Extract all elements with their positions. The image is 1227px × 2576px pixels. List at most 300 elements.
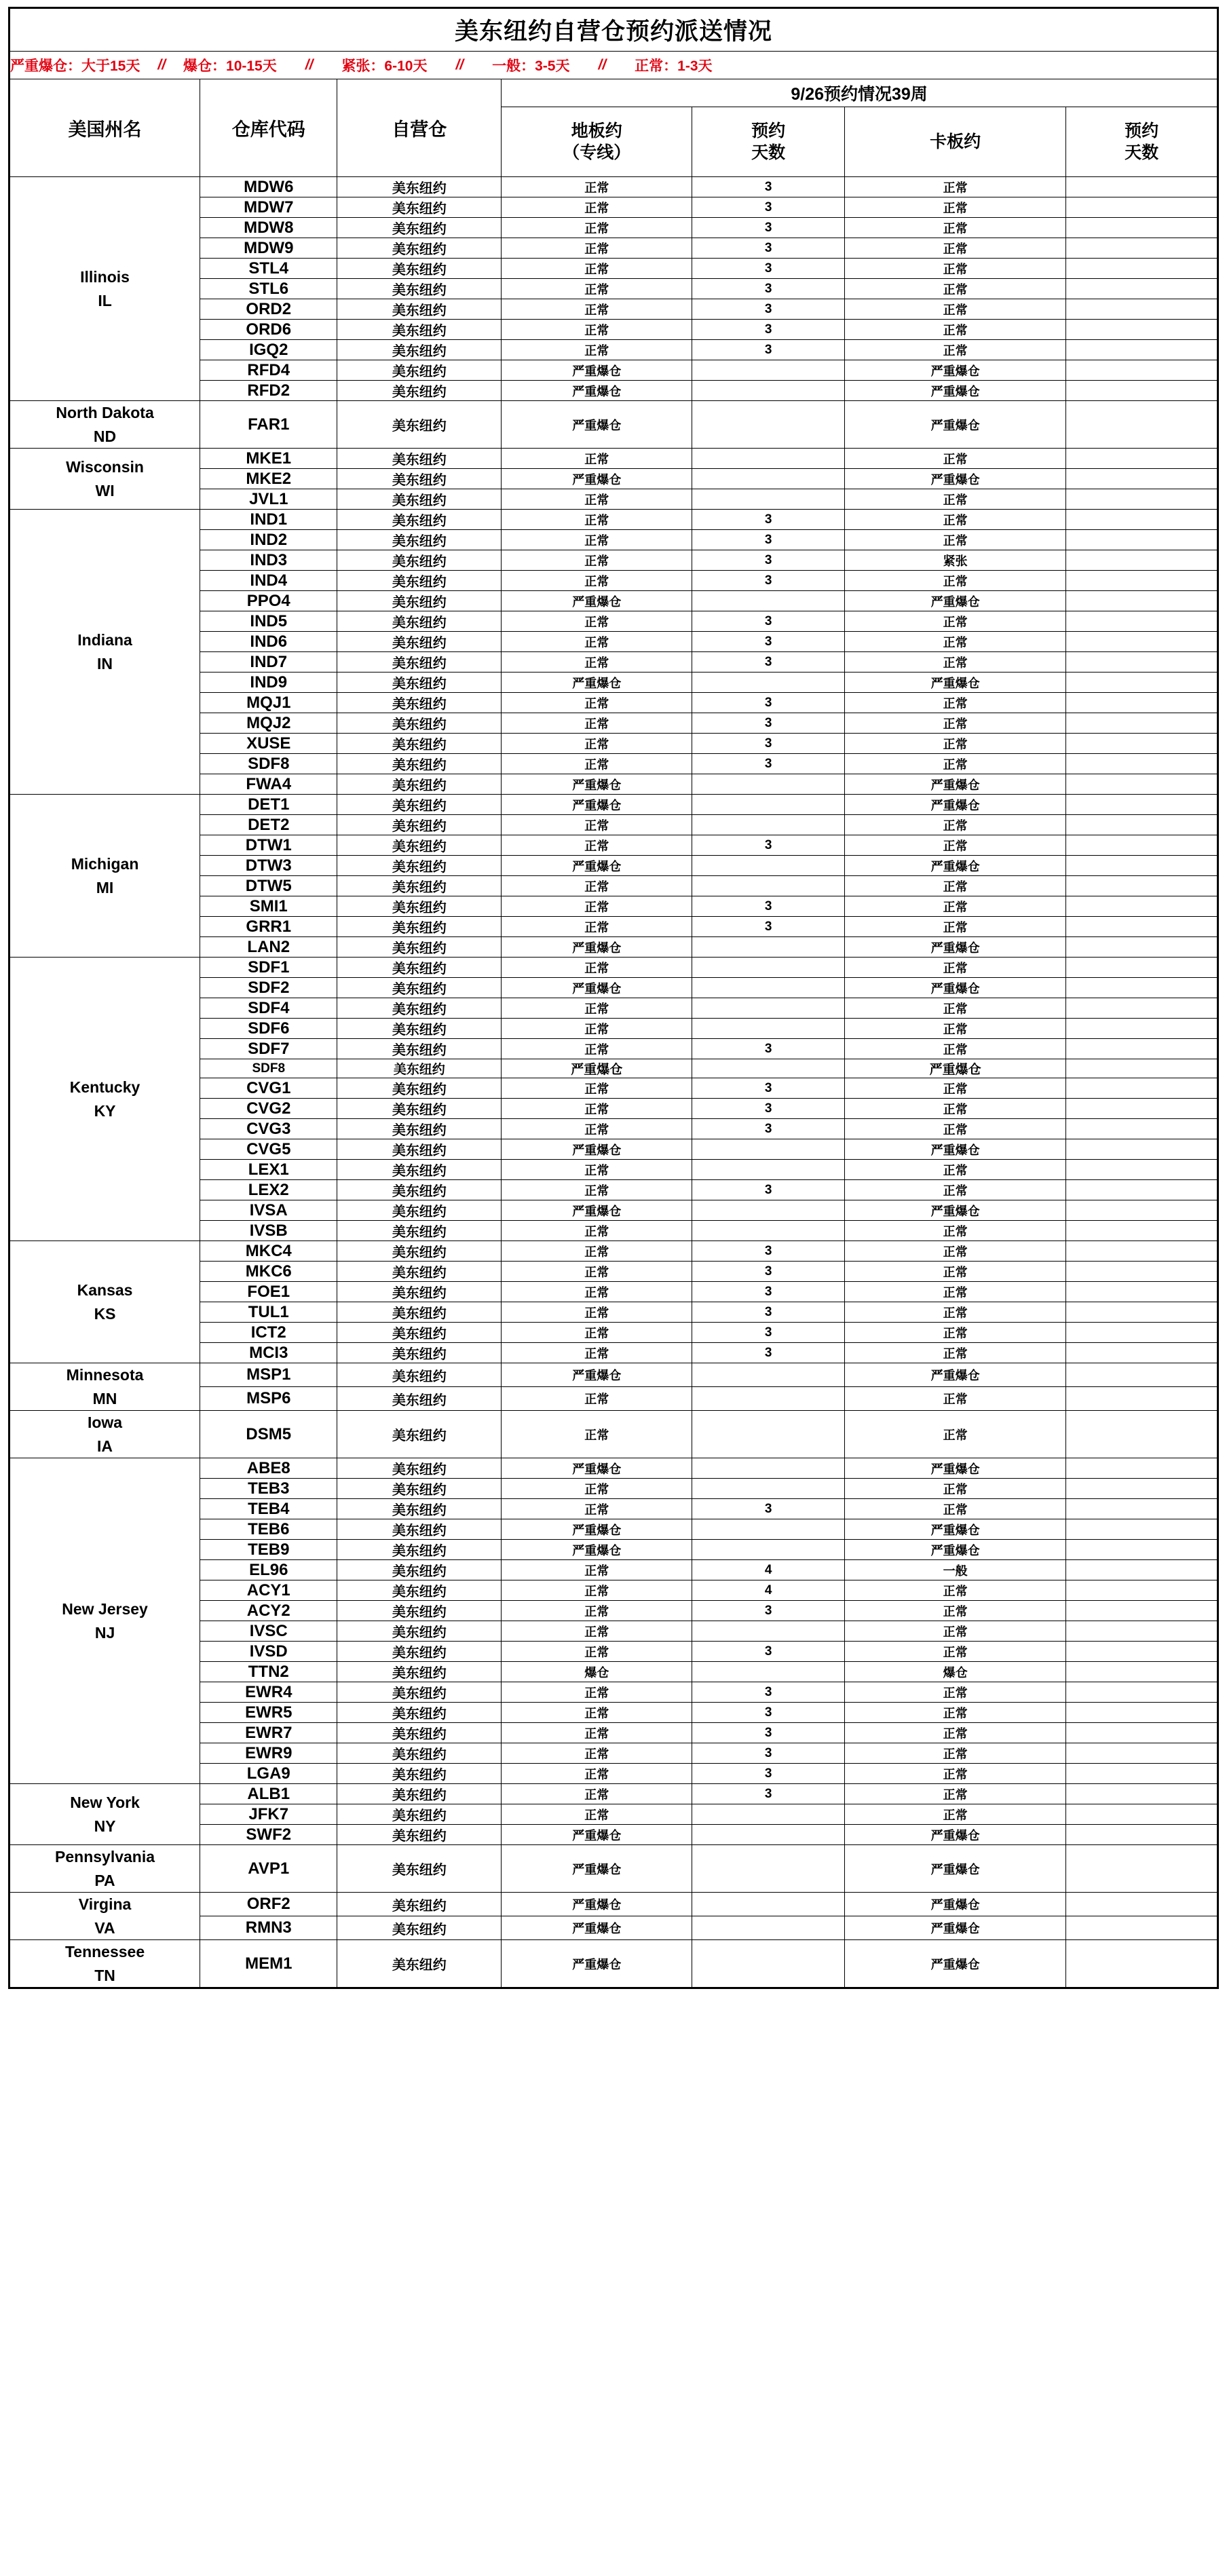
state-abbr: MI: [96, 878, 114, 896]
state-name: Kentucky: [69, 1078, 140, 1096]
floor-booking-days-cell: 3: [692, 571, 845, 591]
floor-booking-days-cell: [692, 1916, 845, 1940]
pallet-booking-days-cell: [1066, 1323, 1218, 1343]
floor-booking-status-cell: 严重爆仓: [502, 1940, 692, 1988]
pallet-booking-days-cell: [1066, 1241, 1218, 1262]
floor-booking-status-cell: 正常: [502, 917, 692, 937]
floor-booking-days-cell: [692, 815, 845, 835]
floor-booking-status-cell: 正常: [502, 571, 692, 591]
pallet-booking-status-cell: 正常: [845, 713, 1066, 734]
warehouse-name-cell: 美东纽约: [337, 1099, 502, 1119]
floor-booking-days-cell: 3: [692, 1282, 845, 1302]
floor-booking-status-cell: 正常: [502, 1682, 692, 1703]
legend-separator-0: //: [157, 57, 166, 73]
floor-booking-status-cell: 正常: [502, 1160, 692, 1180]
state-name: Indiana: [77, 631, 132, 649]
warehouse-code-cell: ALB1: [200, 1784, 337, 1804]
state-abbr: NY: [94, 1817, 116, 1835]
warehouse-name-cell: 美东纽约: [337, 1479, 502, 1499]
floor-booking-status-cell: 正常: [502, 279, 692, 299]
warehouse-name-cell: 美东纽约: [337, 1601, 502, 1621]
floor-booking-days-cell: [692, 1458, 845, 1479]
pallet-booking-status-cell: 正常: [845, 320, 1066, 340]
floor-booking-days-cell: 3: [692, 1499, 845, 1519]
warehouse-code-cell: TEB4: [200, 1499, 337, 1519]
warehouse-code-cell: MDW9: [200, 238, 337, 259]
pallet-booking-days-cell: [1066, 1499, 1218, 1519]
floor-booking-days-cell: 3: [692, 652, 845, 673]
warehouse-code-cell: IND7: [200, 652, 337, 673]
pallet-booking-days-cell: [1066, 1642, 1218, 1662]
warehouse-code-cell: CVG5: [200, 1139, 337, 1160]
floor-booking-days-cell: [692, 1845, 845, 1893]
legend-separator-2: //: [455, 57, 464, 73]
pallet-booking-days-cell: [1066, 381, 1218, 401]
pallet-booking-status-cell: 正常: [845, 652, 1066, 673]
pallet-booking-status-cell: 正常: [845, 218, 1066, 238]
floor-booking-status-cell: 正常: [502, 998, 692, 1019]
warehouse-name-cell: 美东纽约: [337, 693, 502, 713]
table-row: [10, 1363, 1218, 1387]
state-abbr: WI: [95, 481, 115, 499]
pallet-booking-status-cell: 正常: [845, 1743, 1066, 1764]
pallet-booking-status-cell: 严重爆仓: [845, 856, 1066, 876]
header-pallet-days-line2: 天数: [1125, 143, 1159, 162]
pallet-booking-days-cell: [1066, 1160, 1218, 1180]
warehouse-code-cell: MKC6: [200, 1262, 337, 1282]
warehouse-name-cell: 美东纽约: [337, 754, 502, 774]
warehouse-code-cell: PPO4: [200, 591, 337, 611]
pallet-booking-status-cell: 正常: [845, 1703, 1066, 1723]
floor-booking-status-cell: 正常: [502, 1601, 692, 1621]
pallet-booking-status-cell: 严重爆仓: [845, 774, 1066, 795]
floor-booking-days-cell: 3: [692, 835, 845, 856]
warehouse-name-cell: 美东纽约: [337, 632, 502, 652]
floor-booking-days-cell: 3: [692, 218, 845, 238]
floor-booking-status-cell: 正常: [502, 835, 692, 856]
pallet-booking-status-cell: 正常: [845, 1302, 1066, 1323]
pallet-booking-status-cell: 正常: [845, 510, 1066, 530]
pallet-booking-status-cell: 正常: [845, 917, 1066, 937]
pallet-booking-days-cell: [1066, 713, 1218, 734]
pallet-booking-days-cell: [1066, 591, 1218, 611]
pallet-booking-days-cell: [1066, 1139, 1218, 1160]
pallet-booking-days-cell: [1066, 1560, 1218, 1580]
floor-booking-status-cell: 严重爆仓: [502, 673, 692, 693]
warehouse-name-cell: 美东纽约: [337, 238, 502, 259]
pallet-booking-days-cell: [1066, 1804, 1218, 1825]
pallet-booking-status-cell: 正常: [845, 1180, 1066, 1200]
warehouse-code-cell: DTW3: [200, 856, 337, 876]
pallet-booking-days-cell: [1066, 754, 1218, 774]
pallet-booking-status-cell: 正常: [845, 1642, 1066, 1662]
state-name: Illinois: [80, 268, 130, 286]
warehouse-code-cell: SDF1: [200, 958, 337, 978]
pallet-booking-days-cell: [1066, 815, 1218, 835]
pallet-booking-days-cell: [1066, 1221, 1218, 1241]
warehouse-name-cell: 美东纽约: [337, 340, 502, 360]
legend-separator-3: //: [598, 57, 607, 73]
pallet-booking-days-cell: [1066, 1387, 1218, 1411]
floor-booking-status-cell: 严重爆仓: [502, 978, 692, 998]
warehouse-code-cell: SWF2: [200, 1825, 337, 1845]
pallet-booking-status-cell: 正常: [845, 1323, 1066, 1343]
warehouse-name-cell: 美东纽约: [337, 1845, 502, 1893]
state-name: Minnesota: [66, 1366, 144, 1384]
floor-booking-status-cell: 正常: [502, 734, 692, 754]
state-abbr: NJ: [94, 1623, 115, 1642]
floor-booking-status-cell: 正常: [502, 1019, 692, 1039]
floor-booking-days-cell: 3: [692, 1262, 845, 1282]
floor-booking-status-cell: 正常: [502, 1221, 692, 1241]
state-name: Michigan: [71, 855, 139, 873]
pallet-booking-status-cell: 正常: [845, 835, 1066, 856]
pallet-booking-days-cell: [1066, 1099, 1218, 1119]
floor-booking-status-cell: 严重爆仓: [502, 1458, 692, 1479]
floor-booking-status-cell: 正常: [502, 1180, 692, 1200]
header-pallet-days-line1: 预约: [1125, 121, 1159, 140]
pallet-booking-status-cell: 严重爆仓: [845, 1363, 1066, 1387]
floor-booking-status-cell: 正常: [502, 713, 692, 734]
warehouse-name-cell: 美东纽约: [337, 876, 502, 896]
pallet-booking-days-cell: [1066, 449, 1218, 469]
pallet-booking-status-cell: 严重爆仓: [845, 1519, 1066, 1540]
floor-booking-days-cell: 3: [692, 693, 845, 713]
pallet-booking-status-cell: 正常: [845, 1119, 1066, 1139]
warehouse-code-cell: EWR7: [200, 1723, 337, 1743]
floor-booking-days-cell: [692, 1804, 845, 1825]
pallet-booking-days-cell: [1066, 238, 1218, 259]
warehouse-code-cell: CVG1: [200, 1078, 337, 1099]
floor-booking-days-cell: 3: [692, 1743, 845, 1764]
warehouse-name-cell: 美东纽约: [337, 734, 502, 754]
warehouse-code-cell: MQJ1: [200, 693, 337, 713]
floor-booking-days-cell: 3: [692, 1323, 845, 1343]
pallet-booking-status-cell: 正常: [845, 1411, 1066, 1458]
floor-booking-status-cell: 正常: [502, 340, 692, 360]
pallet-booking-status-cell: 一般: [845, 1560, 1066, 1580]
warehouse-name-cell: 美东纽约: [337, 1160, 502, 1180]
floor-booking-status-cell: 严重爆仓: [502, 1519, 692, 1540]
pallet-booking-days-cell: [1066, 218, 1218, 238]
warehouse-name-cell: 美东纽约: [337, 958, 502, 978]
floor-booking-status-cell: 正常: [502, 1723, 692, 1743]
warehouse-code-cell: DSM5: [200, 1411, 337, 1458]
state-abbr: KY: [94, 1101, 116, 1120]
floor-booking-days-cell: [692, 1059, 845, 1078]
pallet-booking-days-cell: [1066, 299, 1218, 320]
pallet-booking-status-cell: 正常: [845, 1282, 1066, 1302]
pallet-booking-status-cell: 正常: [845, 571, 1066, 591]
pallet-booking-status-cell: 正常: [845, 1479, 1066, 1499]
floor-booking-days-cell: 3: [692, 259, 845, 279]
pallet-booking-status-cell: 正常: [845, 1343, 1066, 1363]
warehouse-name-cell: 美东纽约: [337, 469, 502, 489]
warehouse-code-cell: IVSB: [200, 1221, 337, 1241]
warehouse-name-cell: 美东纽约: [337, 1019, 502, 1039]
floor-booking-status-cell: 正常: [502, 1262, 692, 1282]
warehouse-code-cell: EL96: [200, 1560, 337, 1580]
floor-booking-days-cell: [692, 998, 845, 1019]
warehouse-name-cell: 美东纽约: [337, 1682, 502, 1703]
pallet-booking-status-cell: 正常: [845, 876, 1066, 896]
warehouse-name-cell: 美东纽约: [337, 1221, 502, 1241]
state-cell: [10, 177, 200, 401]
state-cell: [10, 1458, 200, 1784]
floor-booking-days-cell: 3: [692, 632, 845, 652]
pallet-booking-days-cell: [1066, 550, 1218, 571]
pallet-booking-status-cell: 正常: [845, 632, 1066, 652]
warehouse-name-cell: 美东纽约: [337, 299, 502, 320]
floor-booking-status-cell: 正常: [502, 530, 692, 550]
floor-booking-status-cell: 正常: [502, 177, 692, 197]
warehouse-code-cell: SDF8: [200, 754, 337, 774]
warehouse-name-cell: 美东纽约: [337, 1703, 502, 1723]
floor-booking-status-cell: 严重爆仓: [502, 1200, 692, 1221]
pallet-booking-status-cell: 正常: [845, 238, 1066, 259]
warehouse-name-cell: 美东纽约: [337, 1540, 502, 1560]
pallet-booking-status-cell: 严重爆仓: [845, 1059, 1066, 1078]
warehouse-code-cell: LEX1: [200, 1160, 337, 1180]
pallet-booking-status-cell: 正常: [845, 1039, 1066, 1059]
warehouse-code-cell: MKE2: [200, 469, 337, 489]
state-name: North Dakota: [56, 404, 154, 421]
pallet-booking-status-cell: 严重爆仓: [845, 1845, 1066, 1893]
floor-booking-days-cell: [692, 1662, 845, 1682]
floor-booking-status-cell: 正常: [502, 1764, 692, 1784]
floor-booking-status-cell: 严重爆仓: [502, 774, 692, 795]
floor-booking-days-cell: 4: [692, 1580, 845, 1601]
floor-booking-status-cell: 正常: [502, 1323, 692, 1343]
pallet-booking-days-cell: [1066, 652, 1218, 673]
table-body: [10, 177, 1218, 1988]
floor-booking-status-cell: 严重爆仓: [502, 360, 692, 381]
pallet-booking-status-cell: 严重爆仓: [845, 1940, 1066, 1988]
warehouse-name-cell: 美东纽约: [337, 1499, 502, 1519]
floor-booking-status-cell: 正常: [502, 1039, 692, 1059]
warehouse-name-cell: 美东纽约: [337, 1916, 502, 1940]
warehouse-name-cell: 美东纽约: [337, 713, 502, 734]
pallet-booking-days-cell: [1066, 1703, 1218, 1723]
header-row-1: [10, 79, 1218, 107]
warehouse-code-cell: MSP1: [200, 1363, 337, 1387]
warehouse-name-cell: 美东纽约: [337, 1078, 502, 1099]
warehouse-name-cell: 美东纽约: [337, 998, 502, 1019]
pallet-booking-days-cell: [1066, 958, 1218, 978]
header-floor-days-line2: 天数: [751, 143, 786, 162]
pallet-booking-status-cell: 正常: [845, 197, 1066, 218]
warehouse-code-cell: JVL1: [200, 489, 337, 510]
floor-booking-days-cell: [692, 1479, 845, 1499]
warehouse-name-cell: 美东纽约: [337, 530, 502, 550]
floor-booking-days-cell: 3: [692, 1601, 845, 1621]
state-cell: [10, 1784, 200, 1845]
legend-item-0: 严重爆仓：大于15天: [10, 58, 140, 74]
floor-booking-days-cell: 3: [692, 917, 845, 937]
floor-booking-days-cell: 3: [692, 238, 845, 259]
warehouse-code-cell: SDF8: [200, 1059, 337, 1078]
pallet-booking-days-cell: [1066, 571, 1218, 591]
table-row: [10, 1411, 1218, 1458]
pallet-booking-status-cell: 正常: [845, 1099, 1066, 1119]
floor-booking-days-cell: 3: [692, 1039, 845, 1059]
warehouse-code-cell: SDF2: [200, 978, 337, 998]
pallet-booking-days-cell: [1066, 1764, 1218, 1784]
state-cell: [10, 795, 200, 958]
floor-booking-status-cell: 严重爆仓: [502, 1893, 692, 1916]
floor-booking-status-cell: 正常: [502, 1387, 692, 1411]
title-row: [10, 8, 1218, 52]
legend-item-2: 紧张：6-10天: [341, 58, 428, 74]
warehouse-code-cell: FWA4: [200, 774, 337, 795]
state-abbr: MN: [92, 1389, 117, 1407]
state-name: New York: [70, 1794, 140, 1811]
warehouse-name-cell: 美东纽约: [337, 774, 502, 795]
floor-booking-days-cell: 3: [692, 1642, 845, 1662]
floor-booking-status-cell: 正常: [502, 449, 692, 469]
legend-item-1: 爆仓：10-15天: [183, 58, 277, 74]
floor-booking-days-cell: [692, 1825, 845, 1845]
floor-booking-status-cell: 正常: [502, 1479, 692, 1499]
pallet-booking-status-cell: 正常: [845, 611, 1066, 632]
warehouse-code-cell: IND2: [200, 530, 337, 550]
pallet-booking-days-cell: [1066, 1039, 1218, 1059]
pallet-booking-days-cell: [1066, 835, 1218, 856]
floor-booking-status-cell: 严重爆仓: [502, 469, 692, 489]
floor-booking-days-cell: 4: [692, 1560, 845, 1580]
pallet-booking-days-cell: [1066, 340, 1218, 360]
state-abbr: IN: [97, 654, 113, 673]
legend-text: [10, 55, 1217, 75]
warehouse-name-cell: 美东纽约: [337, 1723, 502, 1743]
pallet-booking-days-cell: [1066, 401, 1218, 449]
floor-booking-days-cell: 3: [692, 713, 845, 734]
legend-separator-1: //: [305, 57, 314, 73]
pallet-booking-status-cell: 正常: [845, 693, 1066, 713]
warehouse-code-cell: FOE1: [200, 1282, 337, 1302]
floor-booking-status-cell: 正常: [502, 1580, 692, 1601]
pallet-booking-days-cell: [1066, 1825, 1218, 1845]
floor-booking-status-cell: 爆仓: [502, 1662, 692, 1682]
floor-booking-days-cell: [692, 1540, 845, 1560]
pallet-booking-days-cell: [1066, 673, 1218, 693]
floor-booking-status-cell: 正常: [502, 197, 692, 218]
table-row: [10, 1845, 1218, 1893]
pallet-booking-days-cell: [1066, 1682, 1218, 1703]
floor-booking-status-cell: 正常: [502, 1411, 692, 1458]
warehouse-code-cell: IND6: [200, 632, 337, 652]
pallet-booking-days-cell: [1066, 360, 1218, 381]
pallet-booking-status-cell: 正常: [845, 734, 1066, 754]
pallet-booking-days-cell: [1066, 1078, 1218, 1099]
pallet-booking-days-cell: [1066, 1784, 1218, 1804]
floor-booking-status-cell: 正常: [502, 1343, 692, 1363]
floor-booking-status-cell: 正常: [502, 896, 692, 917]
warehouse-name-cell: 美东纽约: [337, 1743, 502, 1764]
header-pallet-days: [1066, 107, 1218, 177]
warehouse-name-cell: 美东纽约: [337, 1621, 502, 1642]
pallet-booking-status-cell: 正常: [845, 1078, 1066, 1099]
floor-booking-days-cell: [692, 876, 845, 896]
pallet-booking-status-cell: 严重爆仓: [845, 1458, 1066, 1479]
floor-booking-status-cell: 严重爆仓: [502, 1845, 692, 1893]
floor-booking-status-cell: 正常: [502, 259, 692, 279]
warehouse-name-cell: 美东纽约: [337, 489, 502, 510]
pallet-booking-status-cell: 严重爆仓: [845, 1139, 1066, 1160]
pallet-booking-status-cell: 严重爆仓: [845, 978, 1066, 998]
floor-booking-days-cell: [692, 958, 845, 978]
page-title: 美东纽约自营仓预约派送情况: [10, 8, 1218, 52]
warehouse-code-cell: SDF6: [200, 1019, 337, 1039]
floor-booking-status-cell: 正常: [502, 218, 692, 238]
warehouse-name-cell: 美东纽约: [337, 652, 502, 673]
warehouse-code-cell: SDF7: [200, 1039, 337, 1059]
floor-booking-days-cell: 3: [692, 1302, 845, 1323]
pallet-booking-status-cell: 严重爆仓: [845, 1825, 1066, 1845]
floor-booking-status-cell: 正常: [502, 510, 692, 530]
warehouse-code-cell: ORF2: [200, 1893, 337, 1916]
state-abbr: VA: [94, 1918, 115, 1937]
warehouse-name-cell: 美东纽约: [337, 1825, 502, 1845]
warehouse-name-cell: 美东纽约: [337, 835, 502, 856]
header-floor-line1: 地板约: [571, 121, 622, 140]
floor-booking-days-cell: 3: [692, 1343, 845, 1363]
warehouse-name-cell: 美东纽约: [337, 381, 502, 401]
pallet-booking-status-cell: 正常: [845, 259, 1066, 279]
warehouse-name-cell: 美东纽约: [337, 1180, 502, 1200]
pallet-booking-status-cell: 正常: [845, 1601, 1066, 1621]
pallet-booking-days-cell: [1066, 734, 1218, 754]
warehouse-name-cell: 美东纽约: [337, 937, 502, 958]
floor-booking-status-cell: 严重爆仓: [502, 795, 692, 815]
warehouse-name-cell: 美东纽约: [337, 611, 502, 632]
warehouse-name-cell: 美东纽约: [337, 259, 502, 279]
floor-booking-status-cell: 严重爆仓: [502, 401, 692, 449]
warehouse-name-cell: 美东纽约: [337, 1059, 502, 1078]
warehouse-code-cell: TEB3: [200, 1479, 337, 1499]
header-floor-line2: （专线）: [563, 143, 631, 162]
warehouse-code-cell: EWR4: [200, 1682, 337, 1703]
floor-booking-days-cell: 3: [692, 320, 845, 340]
table-header: [10, 8, 1218, 177]
pallet-booking-status-cell: 严重爆仓: [845, 381, 1066, 401]
floor-booking-days-cell: [692, 401, 845, 449]
warehouse-name-cell: 美东纽约: [337, 550, 502, 571]
warehouse-code-cell: MSP6: [200, 1387, 337, 1411]
pallet-booking-days-cell: [1066, 1601, 1218, 1621]
legend-row: [10, 52, 1218, 79]
pallet-booking-days-cell: [1066, 937, 1218, 958]
pallet-booking-days-cell: [1066, 1302, 1218, 1323]
pallet-booking-status-cell: 正常: [845, 340, 1066, 360]
warehouse-name-cell: 美东纽约: [337, 1411, 502, 1458]
pallet-booking-days-cell: [1066, 896, 1218, 917]
warehouse-code-cell: DTW5: [200, 876, 337, 896]
warehouse-code-cell: TUL1: [200, 1302, 337, 1323]
warehouse-code-cell: XUSE: [200, 734, 337, 754]
state-cell: [10, 1845, 200, 1893]
floor-booking-status-cell: 正常: [502, 1642, 692, 1662]
warehouse-code-cell: ICT2: [200, 1323, 337, 1343]
warehouse-name-cell: 美东纽约: [337, 401, 502, 449]
warehouse-code-cell: IND9: [200, 673, 337, 693]
state-name: Kansas: [77, 1281, 133, 1299]
floor-booking-status-cell: 严重爆仓: [502, 856, 692, 876]
warehouse-name-cell: 美东纽约: [337, 1764, 502, 1784]
warehouse-code-cell: IGQ2: [200, 340, 337, 360]
state-name: Tennessee: [64, 1943, 145, 1961]
floor-booking-status-cell: 正常: [502, 238, 692, 259]
